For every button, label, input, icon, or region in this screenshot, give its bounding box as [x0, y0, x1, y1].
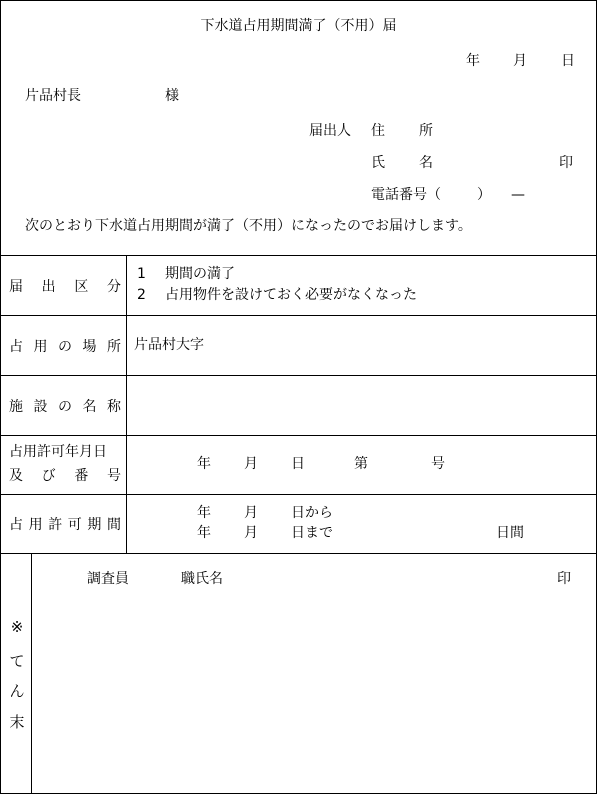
- addressee: 片品村長: [25, 88, 81, 104]
- phone-dash: —: [511, 187, 525, 203]
- date-day: 日: [561, 53, 575, 69]
- permit-number-prefix: 第: [354, 456, 368, 472]
- category-option-text: 期間の満了: [165, 266, 235, 282]
- period-from-year: 年: [197, 505, 211, 521]
- office-divider: [31, 553, 32, 794]
- permit-year: 年: [197, 456, 211, 472]
- form-title: 下水道占用期間満了（不用）届: [200, 18, 397, 34]
- permit-date-label-line2: 及 び 番 号: [9, 468, 121, 484]
- divider: [0, 375, 597, 376]
- category-option-num: 1: [137, 266, 146, 282]
- column-divider: [126, 255, 127, 553]
- divider: [0, 553, 597, 554]
- inspector-label: 調査員: [87, 571, 129, 587]
- category-label: 届 出 区 分: [9, 279, 121, 295]
- office-seal: 印: [557, 571, 571, 587]
- period-from-day: 日から: [291, 505, 333, 521]
- permit-number-suffix: 号: [431, 456, 445, 472]
- permit-date-label-line1: 占用許可年月日: [9, 444, 107, 460]
- staff-name-label: 職氏名: [181, 571, 223, 587]
- facility-label: 施 設 の 名 称: [9, 399, 121, 415]
- date-month: 月: [513, 53, 527, 69]
- name-label-a: 氏: [371, 155, 385, 171]
- divider: [0, 494, 597, 495]
- divider: [0, 255, 597, 256]
- location-label: 占 用 の 場 所: [9, 339, 121, 355]
- permit-period-label: 占 用 許 可 期 間: [9, 517, 121, 533]
- period-days: 日間: [496, 525, 524, 541]
- category-option-text: 占用物件を設けておく必要がなくなった: [165, 287, 417, 303]
- statement: 次のとおり下水道占用期間が満了（不用）になったのでお届けします。: [25, 218, 472, 234]
- category-option-num: 2: [137, 287, 146, 303]
- period-from-month: 月: [244, 505, 258, 521]
- office-side-label: て: [9, 652, 25, 670]
- date-year: 年: [466, 53, 480, 69]
- divider: [0, 435, 597, 436]
- address-label-a: 住: [371, 123, 385, 139]
- phone-close: ）: [477, 187, 491, 203]
- applicant-label: 届出人: [309, 123, 351, 139]
- applicant-seal: 印: [559, 155, 573, 171]
- divider: [0, 315, 597, 316]
- name-label-b: 名: [419, 155, 433, 171]
- period-to-day: 日まで: [291, 525, 333, 541]
- office-side-label: ※: [10, 618, 24, 636]
- office-side-label: ん: [9, 682, 25, 700]
- phone-label: 電話番号（: [371, 187, 441, 203]
- address-label-b: 所: [419, 123, 433, 139]
- permit-day: 日: [291, 456, 305, 472]
- location-value[interactable]: 片品村大字: [134, 337, 204, 353]
- period-to-month: 月: [244, 525, 258, 541]
- office-side-label: 末: [9, 713, 25, 731]
- period-to-year: 年: [197, 525, 211, 541]
- honorific: 様: [165, 88, 179, 104]
- permit-month: 月: [244, 456, 258, 472]
